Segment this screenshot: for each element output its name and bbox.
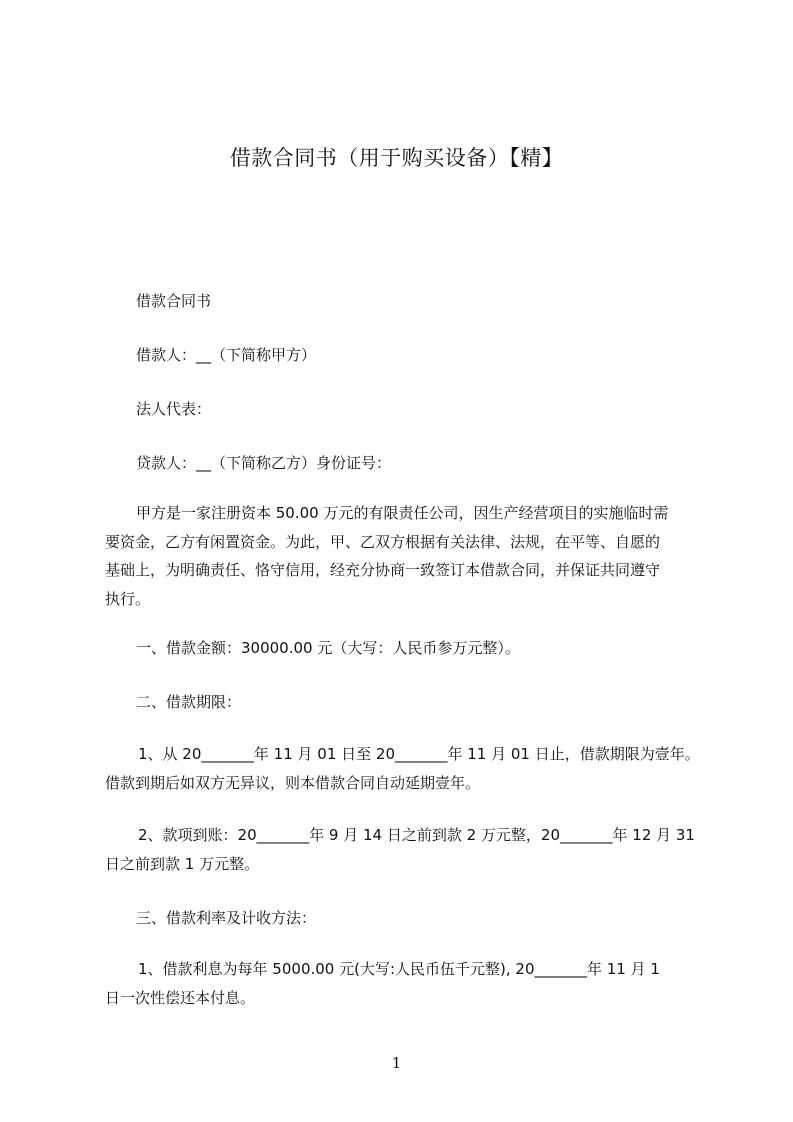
- intro-line: 基础上，为明确责任、恪守信用，经充分协商一致签订本借款合同，并保证共同遵守: [105, 561, 661, 579]
- contract-subtitle: 借款合同书: [136, 292, 212, 310]
- clause-line: 1、从 20_______年 11 月 01 日至 20_______年 11 月 01 日止，借款期限为壹年。: [138, 745, 700, 763]
- page-number: 1: [391, 1054, 402, 1072]
- lender-line: 贷款人：__（下简称乙方）身份证号：: [136, 454, 392, 472]
- clause-loan-term-item-2: [105, 821, 699, 878]
- legal-representative-line: 法人代表：: [136, 400, 212, 418]
- clause-interest-heading: 三、借款利率及计收方法：: [136, 909, 317, 927]
- borrower-line: 借款人：__（下简称甲方）: [136, 346, 317, 364]
- intro-line: 甲方是一家注册资本 50.00 万元的有限责任公司，因生产经营项目的实施临时需: [136, 504, 669, 522]
- intro-line: 要资金，乙方有闲置资金。为此，甲、乙双方根据有关法律、法规，在平等、自愿的: [105, 532, 661, 551]
- clause-loan-term-item-1: [105, 740, 699, 797]
- intro-line: 执行。: [105, 589, 151, 608]
- clause-loan-term-heading: 二、借款期限：: [136, 693, 242, 711]
- clause-line: 2、款项到账：20_______年 9 月 14 日之前到款 2 万元整，20_______年 12 月 31: [138, 826, 695, 844]
- clause-loan-amount: 一、借款金额：30000.00 元（大写：人民币参万元整）。: [136, 639, 520, 657]
- clause-interest-item-1: [105, 955, 699, 1012]
- intro-paragraph: [105, 499, 699, 613]
- clause-line: 1、借款利息为每年 5000.00 元(大写:人民币伍千元整), 20_______年 11 月 1: [138, 960, 660, 978]
- clause-line: 日之前到款 1 万元整。: [105, 854, 260, 873]
- clause-line: 借款到期后如双方无异议，则本借款合同自动延期壹年。: [105, 773, 481, 792]
- clause-line: 日一次性偿还本付息。: [105, 988, 256, 1007]
- document-title: 借款合同书（用于购买设备）【精】: [229, 146, 564, 170]
